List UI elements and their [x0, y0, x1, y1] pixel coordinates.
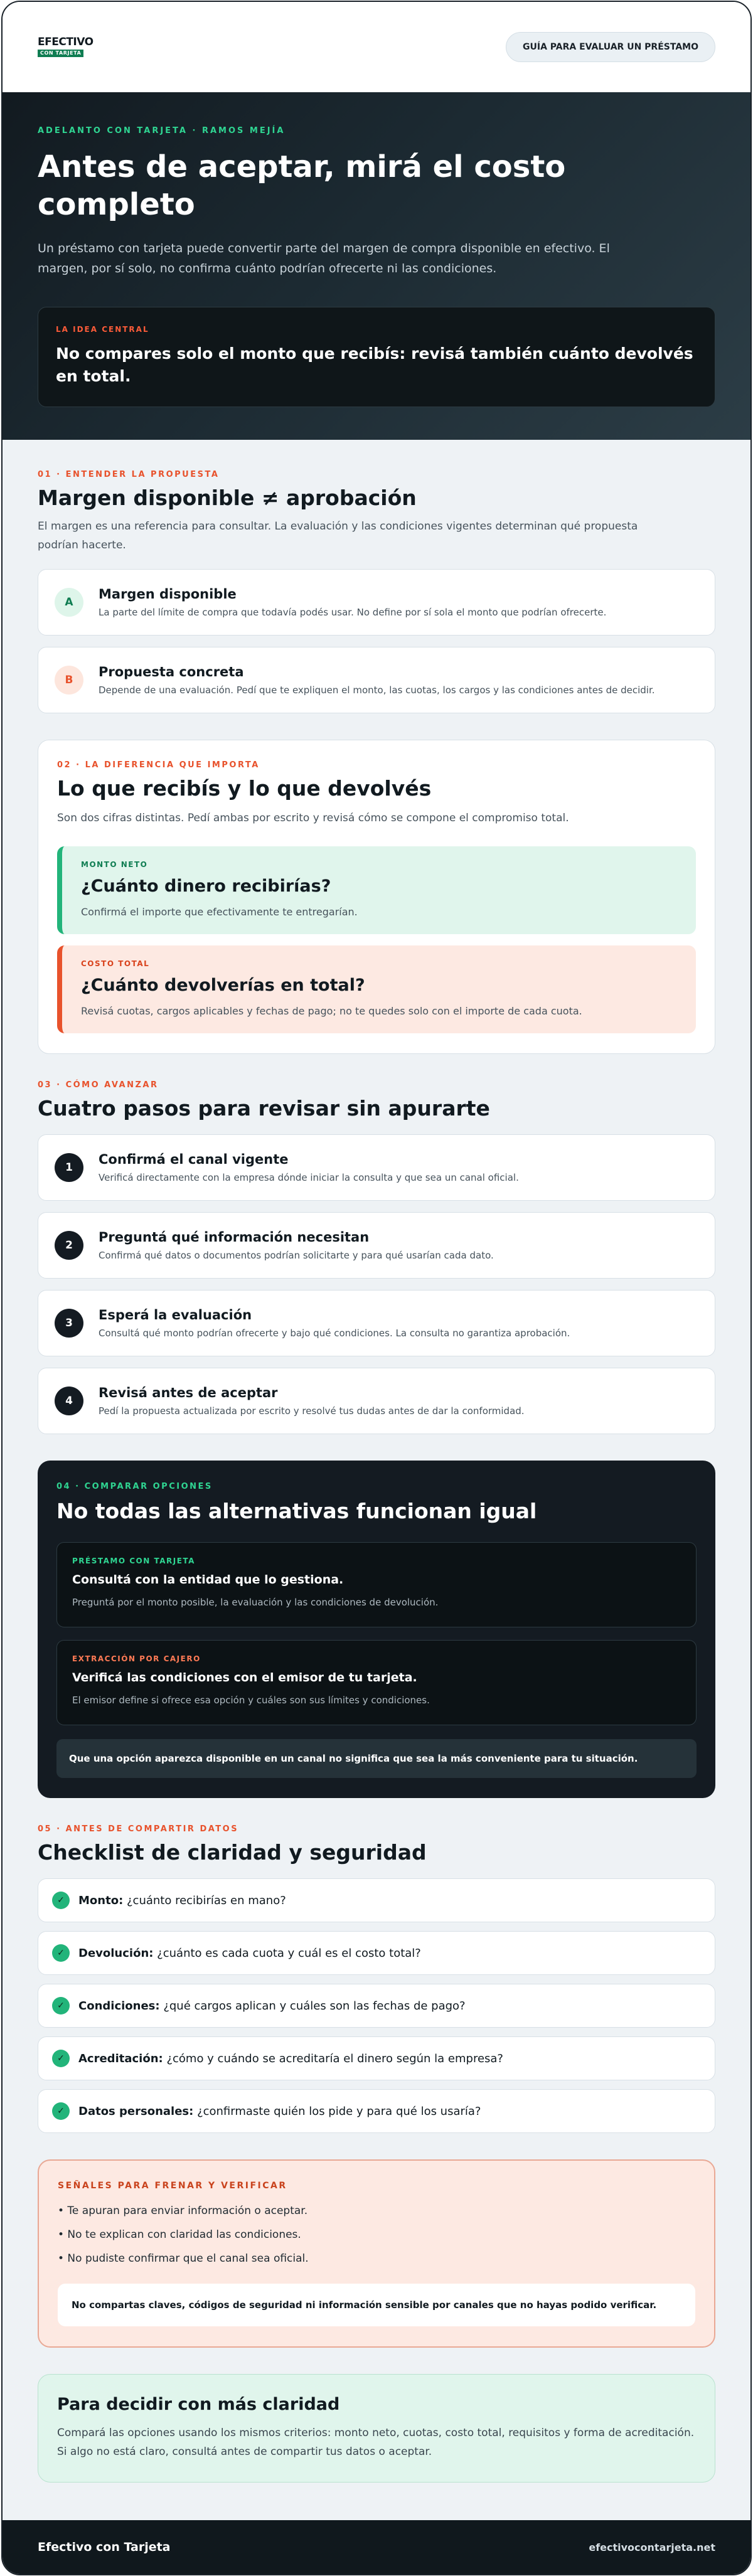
guide-button[interactable]: GUÍA PARA EVALUAR UN PRÉSTAMO	[506, 32, 715, 62]
step-number: 4	[55, 1386, 83, 1415]
item-desc: Depende de una evaluación. Pedí que te expliquen el monto, las cuotas, los cargos y las condiciones antes de decidir.	[99, 684, 655, 696]
checklist-text	[78, 1999, 466, 2013]
hero-text: Un préstamo con tarjeta puede convertir parte del margen de compra disponible en efectivo. El margen, por sí solo, no confirma cuánto podrían ofrecerte ni las condiciones.	[38, 242, 610, 276]
section-desc: El margen es una referencia para consultar. La evaluación y las condiciones vigentes determinan qué propuesta podrían hacerte.	[38, 520, 638, 551]
option-title: Consultá con la entidad que lo gestiona.	[72, 1573, 344, 1587]
hero-title: Antes de aceptar, mirá el costo completo	[38, 149, 566, 222]
checklist-question: ¿cuánto es cada cuota y cuál es el costo total?	[153, 1946, 421, 1960]
signal-item: • No te explican con claridad las condiciones.	[58, 2228, 301, 2242]
section-difference	[38, 740, 715, 1055]
section-understand	[38, 470, 715, 713]
logo-wordmark: EFECTIVO	[38, 36, 93, 48]
section-compare-options	[38, 1461, 715, 1798]
signals-note: No compartas claves, códigos de seguridad ni información sensible por canales que no hayas podido verificar.	[58, 2284, 695, 2326]
check-icon: ✓	[52, 1892, 70, 1909]
step-desc: Consultá qué monto podrían ofrecerte y bajo qué condiciones. La consulta no garantiza aprobación.	[99, 1328, 570, 1339]
net-desc: Confirmá el importe que efectivamente te entregarían.	[81, 906, 358, 918]
page	[1, 1, 752, 2575]
item-title: Propuesta concreta	[99, 664, 244, 679]
section-kicker: 03 · CÓMO AVANZAR	[38, 1080, 159, 1090]
section-title: Checklist de claridad y seguridad	[38, 1840, 427, 1865]
net-label: MONTO NETO	[81, 860, 148, 870]
footer-brand: Efectivo con Tarjeta	[38, 2540, 171, 2554]
step-item	[38, 1368, 715, 1434]
checklist-term: Datos personales:	[78, 2104, 194, 2118]
net-amount-box	[57, 846, 696, 934]
option-desc: El emisor define si ofrece esa opción y cuáles son sus límites y condiciones.	[72, 1695, 430, 1706]
step-item	[38, 1290, 715, 1356]
decide-card	[38, 2374, 715, 2483]
check-icon: ✓	[52, 2102, 70, 2120]
central-idea-label: LA IDEA CENTRAL	[56, 324, 149, 334]
options-note: Que una opción aparezca disponible en un canal no significa que sea la más conveniente para tu situación.	[56, 1739, 697, 1778]
step-desc: Confirmá qué datos o documentos podrían solicitarte y para qué usarían cada dato.	[99, 1250, 494, 1262]
total-title: ¿Cuánto devolverías en total?	[81, 976, 365, 996]
step-title: Esperá la evaluación	[99, 1307, 252, 1323]
central-idea-text: No compares solo el monto que recibís: revisá también cuánto devolvés en total.	[56, 344, 693, 385]
checklist-item	[38, 1931, 715, 1975]
step-number: 2	[55, 1231, 83, 1260]
signals-kicker: SEÑALES PARA FRENAR Y VERIFICAR	[58, 2181, 287, 2191]
checklist-question: ¿qué cargos aplican y cuáles son las fechas de pago?	[159, 1999, 466, 2013]
step-item	[38, 1212, 715, 1279]
checklist-question: ¿cuánto recibirías en mano?	[123, 1893, 286, 1907]
badge-b: B	[55, 666, 83, 695]
checklist-text	[78, 1894, 286, 1907]
item-desc: La parte del límite de compra que todavía podés usar. No define por sí sola el monto que podrían ofrecerte.	[99, 606, 607, 618]
section-kicker: 02 · LA DIFERENCIA QUE IMPORTA	[57, 760, 260, 770]
checklist-term: Condiciones:	[78, 1999, 160, 2013]
item-title: Margen disponible	[99, 586, 237, 602]
step-number: 3	[55, 1309, 83, 1338]
signal-item: • No pudiste confirmar que el canal sea oficial.	[58, 2252, 309, 2265]
step-desc: Verificá directamente con la empresa dónde iniciar la consulta y que sea un canal oficial.	[99, 1172, 519, 1184]
logo-tag: CON TARJETA	[38, 50, 83, 57]
section-title: Cuatro pasos para revisar sin apurarte	[38, 1096, 490, 1121]
checklist-term: Monto:	[78, 1893, 124, 1907]
step-number: 1	[55, 1153, 83, 1182]
step-title: Confirmá el canal vigente	[99, 1152, 289, 1168]
option-label: PRÉSTAMO CON TARJETA	[72, 1557, 195, 1566]
section-checklist	[38, 1824, 715, 2133]
checklist-item	[38, 1878, 715, 1922]
option-card-atm	[56, 1640, 697, 1725]
option-desc: Preguntá por el monto posible, la evaluación y las condiciones de devolución.	[72, 1597, 439, 1609]
section-kicker: 04 · COMPARAR OPCIONES	[56, 1482, 213, 1492]
footer-site-link[interactable]: efectivocontarjeta.net	[589, 2541, 715, 2553]
checklist-question: ¿cómo y cuándo se acreditaría el dinero según la empresa?	[163, 2052, 503, 2065]
badge-a: A	[55, 588, 83, 617]
list-item	[38, 569, 715, 636]
hero-kicker: ADELANTO CON TARJETA · RAMOS MEJÍA	[38, 126, 286, 136]
step-desc: Pedí la propuesta actualizada por escrito y resolvé tus dudas antes de dar la conformidad.	[99, 1405, 525, 1417]
decide-text: Compará las opciones usando los mismos criterios: monto neto, cuotas, costo total, requisitos y forma de acreditación. Si algo no está claro, consultá antes de compartir tus datos o aceptar.	[57, 2427, 695, 2458]
section-steps	[38, 1080, 715, 1434]
section-kicker: 01 · ENTENDER LA PROPUESTA	[38, 470, 220, 479]
top-header	[3, 2, 750, 92]
step-title: Revisá antes de aceptar	[99, 1385, 278, 1401]
checklist-item	[38, 2036, 715, 2080]
section-title: No todas las alternativas funcionan igual	[56, 1499, 537, 1524]
checklist-text	[78, 2105, 481, 2118]
checklist-item	[38, 1984, 715, 2028]
decide-title: Para decidir con más claridad	[57, 2395, 340, 2415]
footer	[3, 2520, 750, 2574]
hero	[3, 92, 750, 440]
net-title: ¿Cuánto dinero recibirías?	[81, 876, 331, 897]
checklist-text	[78, 1947, 421, 1960]
check-icon: ✓	[52, 1944, 70, 1962]
check-icon: ✓	[52, 1997, 70, 2014]
checklist-term: Devolución:	[78, 1946, 154, 1960]
section-title: Lo que recibís y lo que devolvés	[57, 775, 432, 801]
option-label: EXTRACCIÓN POR CAJERO	[72, 1654, 201, 1664]
total-cost-box	[57, 945, 696, 1033]
step-title: Preguntá qué información necesitan	[99, 1230, 370, 1245]
option-card-loan	[56, 1542, 697, 1627]
option-title: Verificá las condiciones con el emisor de tu tarjeta.	[72, 1671, 417, 1685]
signals-list	[58, 2205, 695, 2265]
check-icon: ✓	[52, 2050, 70, 2067]
list-item	[38, 647, 715, 713]
checklist-text	[78, 2052, 503, 2065]
checklist-question: ¿confirmaste quién los pide y para qué los usaría?	[193, 2104, 481, 2118]
total-desc: Revisá cuotas, cargos aplicables y fechas de pago; no te quedes solo con el importe de cada cuota.	[81, 1005, 582, 1018]
section-desc: Son dos cifras distintas. Pedí ambas por escrito y revisá cómo se compone el compromiso total.	[57, 811, 569, 824]
total-label: COSTO TOTAL	[81, 959, 150, 969]
checklist-item	[38, 2089, 715, 2133]
section-title: Margen disponible ≠ aprobación	[38, 486, 417, 510]
checklist-term: Acreditación:	[78, 2052, 163, 2065]
warning-signals-card	[38, 2159, 715, 2348]
central-idea-card	[38, 307, 715, 408]
step-item	[38, 1134, 715, 1201]
logo[interactable]	[38, 37, 93, 57]
section-kicker: 05 · ANTES DE COMPARTIR DATOS	[38, 1824, 239, 1834]
signal-item: • Te apuran para enviar información o aceptar.	[58, 2205, 308, 2218]
main-content	[3, 440, 750, 2483]
